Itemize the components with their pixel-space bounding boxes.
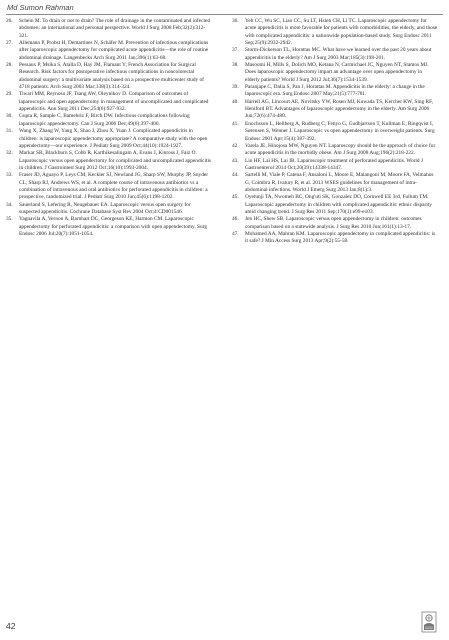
reference-number: 27. (6, 40, 13, 47)
reference-item (6, 18, 212, 40)
reference-number: 34. (6, 201, 13, 208)
reference-item (6, 113, 212, 128)
reference-item (6, 172, 212, 201)
reference-item (232, 18, 438, 47)
reference-number: 40. (232, 98, 239, 105)
reference-text: Yeh CC, Wu SC, Liao CC, Su LT, Hsieh CH, Li TC. Laparoscopic appendectomy for acute appendicitis is more favorable for patients with comorbidities, the elderly, and those with complicated appendicitis: a nationwide population-based study. Surg Endosc 2011 Sep;25(9):2932-2942. (245, 18, 438, 47)
reference-item (232, 84, 438, 99)
reference-number: 38. (232, 62, 239, 69)
reference-number: 36. (232, 18, 239, 24)
reference-number: 47. (232, 230, 239, 237)
reference-number: 45. (232, 194, 239, 201)
reference-text: Lin HF, Lai HS, Lai IR. Laparoscopic treatment of perforated appendicitis. World J Gastroenterol 2014 Oct;20(39):14338-14347. (245, 157, 424, 171)
reference-item (6, 91, 212, 113)
reference-text: Jen HC, Shew SB. Laparoscopic versus open appendectomy in children: outcomes comparison based on a statewide analysis. J Surg Res 2010 Jun;161(1):13-17. (245, 216, 422, 230)
reference-number: 26. (6, 18, 13, 24)
reference-number: 37. (232, 47, 239, 54)
reference-text: Sartelli M, Viale P, Catena F, Ansaloni L, Moore E, Malangoni M, Moore FA, Velmahos G, Coimbra R, Ivatury R, et al. 2013 WSES guidelines for management of intra-abdominal infections. World J Emerg Surg 2013 Jan;8(1):3. (245, 172, 434, 193)
reference-number: 46. (232, 216, 239, 223)
reference-number: 43. (232, 157, 239, 164)
reference-item (6, 128, 212, 150)
references-right-column (232, 18, 438, 246)
reference-text: Markar SR, Blackburn S, Cobb R, Karthikesalingam A, Evans J, Kinross J, Faiz O. Laparoscopic versus open appendectomy for complicated and uncomplicated appendicitis in children. J Gastrointest Surg 2012 Oct;16(10):1993-2004. (19, 150, 212, 171)
reference-item (232, 121, 438, 143)
header-divider (6, 14, 443, 15)
reference-text: Storm-Dickerson TL, Horattas MC. What have we learned over the past 20 years about appendicitis in the elderly? Am J Surg 2003 Mar;185(3):198-201. (245, 47, 432, 61)
running-header-author: Md Sumon Rahman (7, 3, 74, 12)
reference-item (6, 62, 212, 91)
references-left-column (6, 18, 212, 238)
reference-number: 41. (232, 120, 239, 127)
reference-text: Yagnavila A, Vernon A, Barnhart DC, Georgeson KE, Harmon CM. Laparoscopic appendectomy for perforated appendicitis: a comparison with open appendectomy. Surg Endosc 2006 Jul;20(7):1051-1054. (19, 216, 208, 237)
reference-item (6, 150, 212, 172)
reference-number: 28. (6, 62, 13, 69)
reference-text: Masoomi H, Mills S, Dolich MO, Ketana N, Carmichael JC, Nguyen NT, Stamos MJ. Does laparoscopic appendectomy impart an advantage over open appendectomy in elderly patients? World J Surg 2012 Jul;36(7):1534-1539. (245, 62, 429, 83)
reference-item (6, 202, 212, 217)
reference-item (232, 47, 438, 62)
reference-number: 30. (6, 113, 13, 120)
reference-item (232, 62, 438, 84)
reference-text: Fraser JD, Aguayo P, Leys CM, Keckler SJ, Newland JG, Sharp SW, Murphy JP, Snyder CL, Sharp RJ, Andrews WS, et al. A complete course of intravenous antibiotics vs a combination of intravenous and oral antibiotics for perforated appendicitis in children: a prospective, randomized trial. J Pediatr Surg 2010 Jun;45(6):1198-1202. (19, 172, 209, 201)
reference-item (232, 194, 438, 216)
reference-number: 29. (6, 91, 13, 98)
reference-text: Harrell AG, Lincourt AE, Novitsky YW, Rosen MJ, Kuwada TS, Kercher KW, Sing RF, Heniford BT. Advantages of laparoscopic appendectomy in the elderly. Am Surg 2006 Jun;72(6):474-480. (245, 98, 433, 120)
reference-number: 32. (6, 150, 13, 157)
reference-text: Pessaux P, Msika S, Atalla D, Hay JM, Flamant Y; French Association for Surgical Research. Risk factors for postoperative infectious complications in noncolorectal abdominal surgery: a multivariate analysis based on a prospective multicenter study of 4718 patients. Arch Surg 2003 Mar;138(3):314-324. (19, 62, 204, 91)
reference-text: Oyetunji TA, Nwomeh BC, Ong'uti SK, Gonzalez DO, Cornwell EE 3rd, Fullum TM. Laparoscopic appendectomy in children with complicated appendicitis: ethnic disparity amid changing trend. J Surg Res 2011 Sep;170(1):e99-e103. (245, 194, 432, 215)
reference-number: 35. (6, 216, 13, 223)
reference-item (6, 40, 212, 62)
reference-text: Tiwari MM, Reynoso JF, Tsang AW, Oleynikov D. Comparison of outcomes of laparoscopic and open appendectomy in management of uncomplicated and complicated appendicitis. Ann Surg 2011 Dec;254(6):927-932. (19, 91, 209, 113)
reference-number: 33. (6, 172, 13, 179)
reference-text: Allemann P, Probst H, Demartines N, Schäfer M. Prevention of infectious complications after laparoscopic appendectomy for complicated acute appendicitis—the role of routine abdominal drainage. Langenbecks Arch Surg 2011 Jan;396(1):63-68. (19, 40, 209, 61)
reference-number: 39. (232, 84, 239, 91)
reference-item (232, 172, 438, 194)
publisher-logo-icon (421, 611, 437, 633)
reference-item (232, 158, 438, 173)
reference-item (6, 216, 212, 238)
reference-text: Varela JE, Hinojosa MW, Nguyen NT. Laparoscopy should be the approach of choice for acute appendicitis in the morbidly obese. Am J Surg 2008 Aug;196(2):218-222. (245, 142, 436, 157)
reference-text: Wang X, Zhang W, Yang X, Shao J, Zhou X, Yuan J. Complicated appendicitis in children: is laparoscopic appendectomy appropriate? A comparative study with the open appendectomy—our experience. J Pediatr Surg 2009 Oct;44(10):1924-1927. (19, 128, 208, 149)
reference-text: Sauerland S, Lefering R, Neugebauer EA. Laparoscopic versus open surgery for suspected appendicitis. Cochrane Database Syst Rev 2004 Oct;4:CD001546. (19, 201, 191, 215)
reference-item (232, 216, 438, 231)
reference-text: Mohamed AA, Mahran KM. Laparoscopic appendectomy in complicated appendicitis: is it safe? J Min Access Surg 2013 Apr;9(2):55-58. (245, 230, 436, 245)
reference-number: 44. (232, 172, 239, 179)
reference-item (232, 143, 438, 158)
page-number: 42 (6, 621, 16, 631)
reference-text: Schein M. To drain or not to drain? The role of drainage in the contaminated and infected abdomen: an international and personal perspective. World J Surg 2008 Feb;32(2):312-321. (19, 18, 210, 39)
reference-item (232, 99, 438, 121)
reference-item (232, 231, 438, 246)
reference-text: Gupta R, Sample C, Bamehriz F, Birch DW. Infectious complications following laparoscopic appendectomy. Can J Surg 2006 Dec;49(6):397-400. (19, 113, 190, 127)
reference-text: Paranjape C, Dalia S, Pan J, Horattas M. Appendicitis in the elderly: a change in the laparoscopic era. Surg Endosc 2007 May;21(5):777-781. (245, 84, 425, 98)
reference-number: 31. (6, 128, 13, 135)
reference-text: Enochsson L, Hellberg A, Rudberg C, Fenyo G, Gudbjartson T, Kullman E, Ringqvist I, Sørensen S, Wenner J. Laparoscopic vs open appendectomy in overweight patients. Surg Endosc 2001 Apr;15(4):387-392. (245, 120, 435, 142)
reference-number: 42. (232, 142, 239, 149)
